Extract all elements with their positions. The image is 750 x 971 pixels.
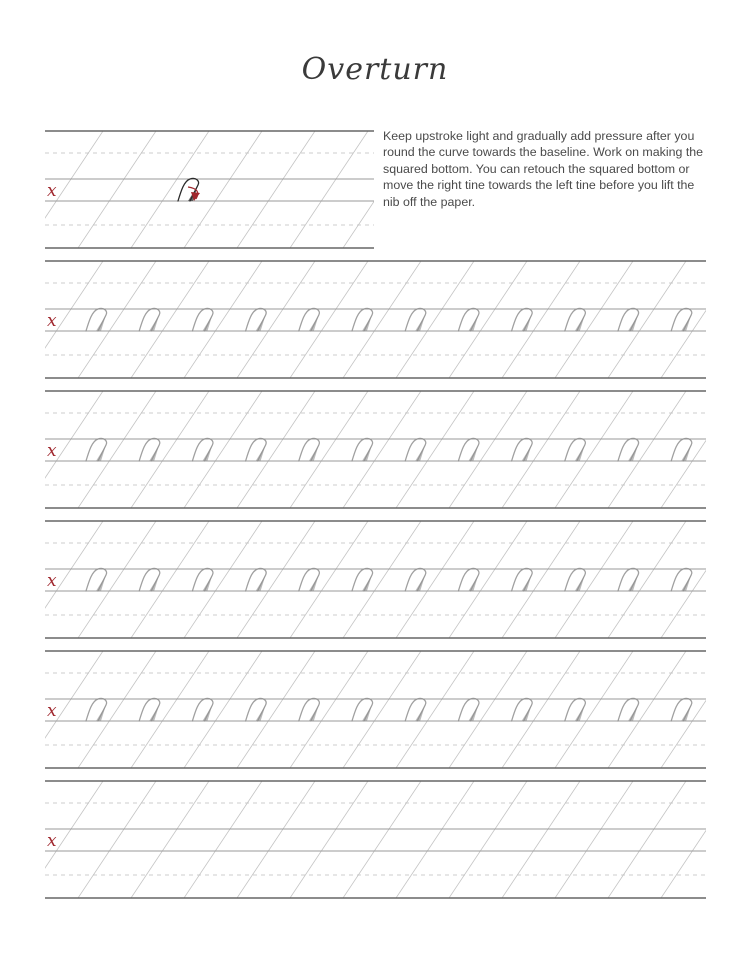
overturn-shade xyxy=(681,705,691,721)
slant-line xyxy=(25,521,103,638)
slant-line xyxy=(661,651,739,768)
slant-line xyxy=(131,131,209,248)
overturn-shade xyxy=(415,705,425,721)
overturn-shade xyxy=(309,705,319,721)
overturn-shade xyxy=(628,705,638,721)
practice-row xyxy=(25,391,750,508)
slant-line xyxy=(25,131,103,248)
slant-line xyxy=(608,651,686,768)
slant-line xyxy=(714,391,750,508)
slant-line xyxy=(25,651,103,768)
practice-row xyxy=(25,521,750,638)
overturn-shade xyxy=(96,575,106,591)
x-height-marker: x xyxy=(47,311,57,331)
slant-line xyxy=(608,521,686,638)
x-height-marker: x xyxy=(47,831,57,851)
practice-row xyxy=(25,261,750,378)
overturn-shade xyxy=(96,705,106,721)
slant-guides xyxy=(25,521,750,638)
slant-line xyxy=(449,781,527,898)
slant-guides xyxy=(25,781,750,898)
slant-line xyxy=(290,781,368,898)
slant-line xyxy=(714,261,750,378)
overturn-shade xyxy=(575,575,585,591)
slant-guides xyxy=(25,261,750,378)
slant-line xyxy=(608,391,686,508)
slant-guides xyxy=(25,651,750,768)
slant-line xyxy=(25,261,103,378)
overturn-shade xyxy=(309,575,319,591)
x-height-marker: x xyxy=(47,181,57,201)
slant-guides xyxy=(25,391,750,508)
overturn-shade xyxy=(522,575,532,591)
slant-line xyxy=(237,781,315,898)
slant-line xyxy=(78,781,156,898)
instructions-text: Keep upstroke light and gradually add pressure after you round the curve towards the baseline. Work on making the squared bottom. You can retouch the squared bottom or move the right tine towards the left tine before you lift the nib off the paper. xyxy=(383,129,704,209)
overturn-shade xyxy=(522,705,532,721)
slant-line xyxy=(290,131,368,248)
slant-line xyxy=(714,521,750,638)
slant-line xyxy=(661,781,739,898)
overturn-shade xyxy=(468,575,478,591)
slant-line xyxy=(608,261,686,378)
overturn-shade xyxy=(362,705,372,721)
x-height-marker: x xyxy=(47,571,57,591)
slant-line xyxy=(25,391,103,508)
overturn-shade xyxy=(202,705,212,721)
slant-line xyxy=(343,781,421,898)
practice-row xyxy=(25,131,474,248)
slant-line xyxy=(714,651,750,768)
overturn-shade xyxy=(202,575,212,591)
slant-line xyxy=(343,131,421,248)
slant-line xyxy=(661,521,739,638)
overturn-shade xyxy=(628,575,638,591)
x-height-marker: x xyxy=(47,701,57,721)
slant-guides xyxy=(25,131,474,248)
practice-row xyxy=(25,651,750,768)
slant-line xyxy=(237,131,315,248)
overturn-shade xyxy=(362,575,372,591)
slant-line xyxy=(396,131,474,248)
slant-line xyxy=(184,781,262,898)
slant-line xyxy=(502,781,580,898)
overturn-shade xyxy=(149,705,159,721)
practice-row xyxy=(25,781,750,898)
overturn-shade xyxy=(149,575,159,591)
slant-line xyxy=(78,131,156,248)
slant-line xyxy=(555,781,633,898)
overturn-shade xyxy=(468,705,478,721)
overturn-shade xyxy=(256,575,266,591)
overturn-shade xyxy=(415,575,425,591)
x-height-marker: x xyxy=(47,441,57,461)
overturn-shade xyxy=(681,575,691,591)
slant-line xyxy=(25,781,103,898)
overturn-shade xyxy=(575,705,585,721)
slant-line xyxy=(661,261,739,378)
slant-line xyxy=(396,781,474,898)
slant-line xyxy=(661,391,739,508)
page-title: Overturn xyxy=(301,52,449,87)
slant-line xyxy=(608,781,686,898)
slant-line xyxy=(714,781,750,898)
overturn-shade xyxy=(256,705,266,721)
slant-line xyxy=(131,781,209,898)
